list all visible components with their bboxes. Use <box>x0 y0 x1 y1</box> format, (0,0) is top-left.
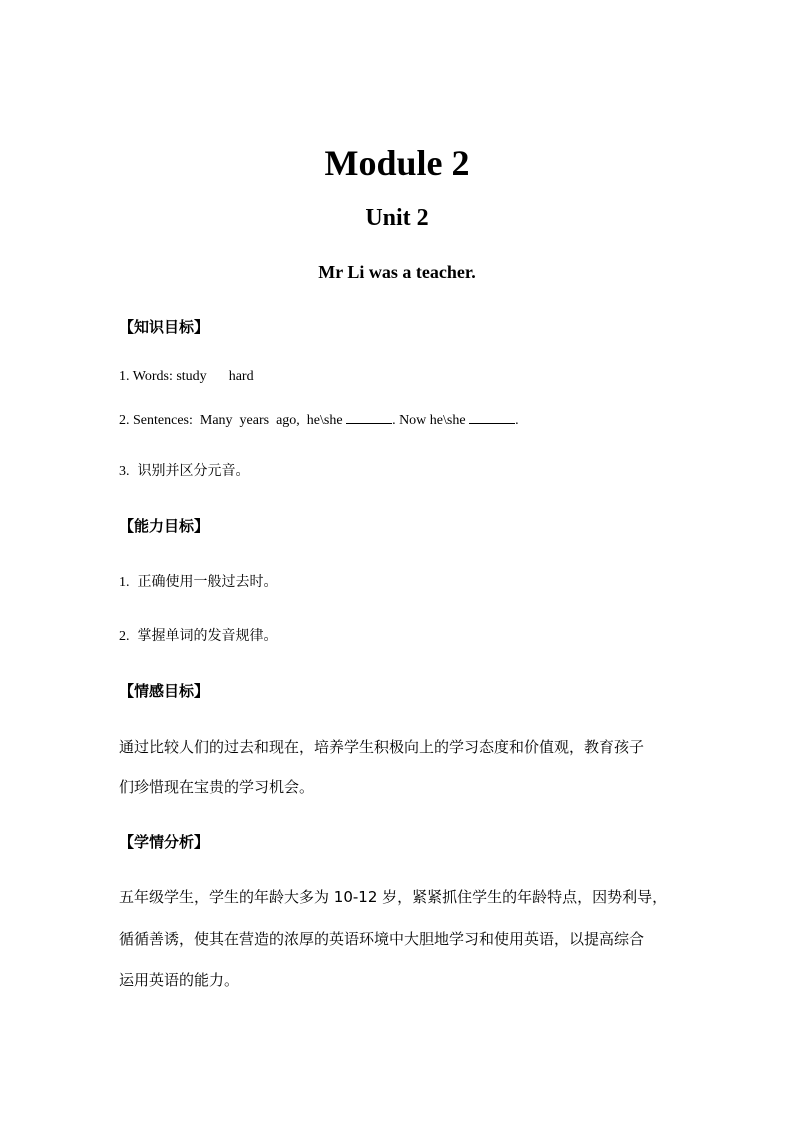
ability-heading: 【能力目标】 <box>119 517 210 535</box>
lesson-title: Mr Li was a teacher. <box>318 262 476 282</box>
item-text: 识别并区分元音。 <box>137 463 250 479</box>
item-text: 正确使用一般过去时。 <box>137 574 278 590</box>
item-number: 2. <box>119 629 130 644</box>
sentences-mid: . Now he\she <box>392 413 470 428</box>
item-number: 1. <box>119 575 130 590</box>
item-text: 掌握单词的发音规律。 <box>137 628 278 644</box>
knowledge-item-sentences <box>119 411 519 431</box>
sentence-blank-1 <box>346 411 392 424</box>
sentences-prefix: 2. Sentences: Many years ago, he\she <box>119 413 347 428</box>
knowledge-item-words <box>119 367 254 387</box>
analysis-line-2: 循循善诱，使其在营造的浓厚的英语环境中大胆地学习和使用英语，以提高综合 <box>119 930 645 948</box>
emotion-heading: 【情感目标】 <box>119 682 210 700</box>
item-number: 3. <box>119 464 130 479</box>
unit-title: Unit 2 <box>365 205 429 231</box>
emotion-line-1: 通过比较人们的过去和现在，培养学生积极向上的学习态度和价值观，教育孩子 <box>119 738 645 756</box>
words-label: 1. Words: study <box>119 369 207 384</box>
sentences-end: . <box>515 413 519 428</box>
analysis-line-1: 五年级学生，学生的年龄大多为 10-12 岁，紧紧抓住学生的年龄特点，因势利导， <box>119 888 668 906</box>
ability-item-1 <box>119 572 278 593</box>
sentence-blank-2 <box>469 411 515 424</box>
module-title: Module 2 <box>324 143 470 183</box>
knowledge-heading: 【知识目标】 <box>119 318 210 336</box>
analysis-line-3: 运用英语的能力。 <box>119 971 240 989</box>
emotion-line-2: 们珍惜现在宝贵的学习机会。 <box>119 778 315 796</box>
ability-item-2 <box>119 626 278 647</box>
knowledge-item-vowels <box>119 461 250 482</box>
analysis-heading: 【学情分析】 <box>119 833 210 851</box>
words-extra: hard <box>228 369 254 384</box>
